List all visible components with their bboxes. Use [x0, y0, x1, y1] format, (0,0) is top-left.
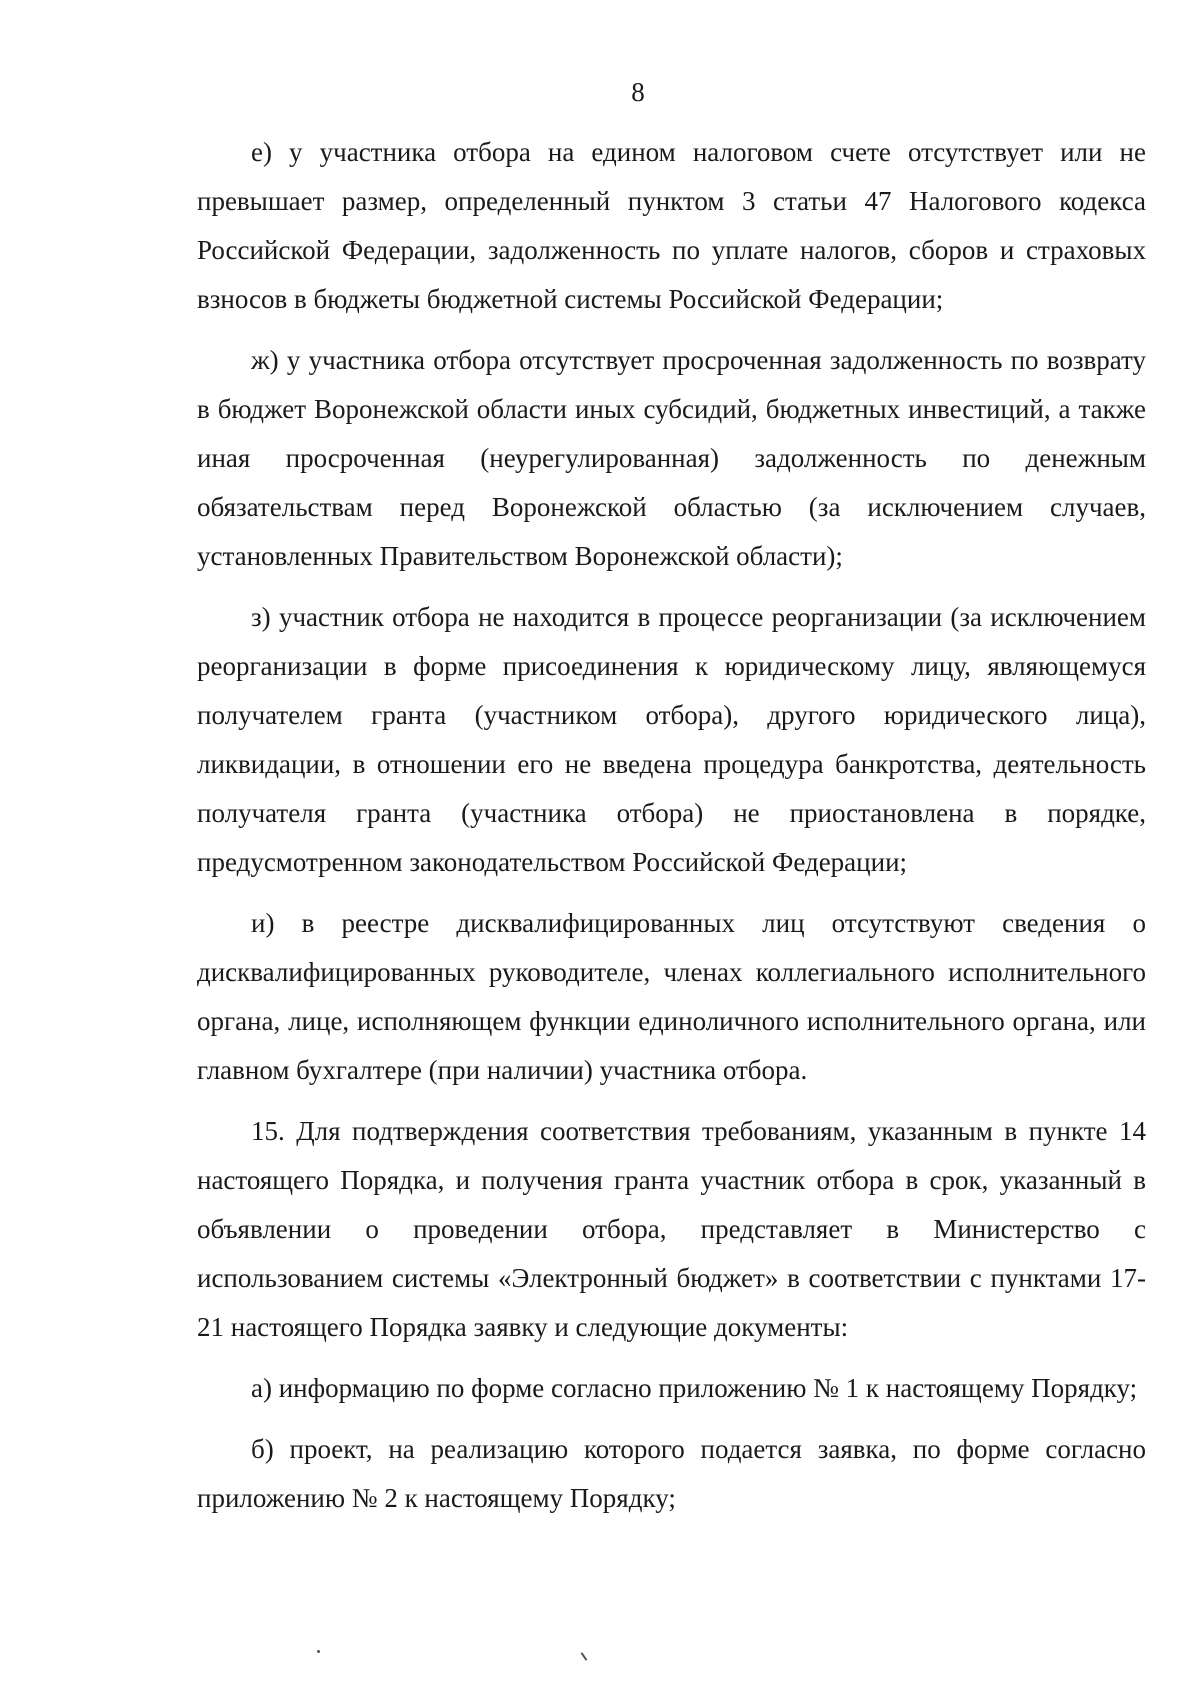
paragraph-15: 15. Для подтверждения соответствия требованиям, указанным в пункте 14 настоящего Порядка, и получения гранта участник отбора в срок, указанный в объявлении о проведении отбора, представляет в Министерство с использованием системы «Электронный бюджет» в соответствии с пунктами 17-21 настоящего Порядка заявку и следующие документы:: [197, 1116, 1146, 1342]
scan-speck: [581, 1652, 588, 1661]
paragraph-a: а) информацию по форме согласно приложению № 1 к настоящему Порядку;: [251, 1373, 1138, 1403]
paragraph-zh: ж) у участника отбора отсутствует просроченная задолженность по возврату в бюджет Воронежской области иных субсидий, бюджетных инвестиций, а также иная просроченная (неурегулированная) задолженность по денежным обязательствам перед Воронежской областью (за исключением случаев, установленных Правительством Воронежской области);: [197, 345, 1146, 571]
document-body: [197, 128, 1146, 1523]
scan-speck: [317, 1650, 320, 1653]
page-number: 8: [631, 77, 645, 107]
paragraph-e: е) у участника отбора на едином налоговом счете отсутствует или не превышает размер, определенный пунктом 3 статьи 47 Налогового кодекса Российской Федерации, задолженность по уплате налогов, сборов и страховых взносов в бюджеты бюджетной системы Российской Федерации;: [197, 137, 1146, 314]
paragraph-i: и) в реестре дисквалифицированных лиц отсутствуют сведения о дисквалифицированных руководителе, членах коллегиального исполнительного органа, лице, исполняющем функции единоличного исполнительного органа, или главном бухгалтере (при наличии) участника отбора.: [197, 908, 1146, 1085]
paragraph-z: з) участник отбора не находится в процессе реорганизации (за исключением реорганизации в форме присоединения к юридическому лицу, являющемуся получателем гранта (участником отбора), другого юридического лица), ликвидации, в отношении его не введена процедура банкротства, деятельность получателя гранта (участника отбора) не приостановлена в порядке, предусмотренном законодательством Российской Федерации;: [197, 602, 1146, 877]
paragraph-b: б) проект, на реализацию которого подается заявка, по форме согласно приложению № 2 к настоящему Порядку;: [197, 1434, 1146, 1513]
